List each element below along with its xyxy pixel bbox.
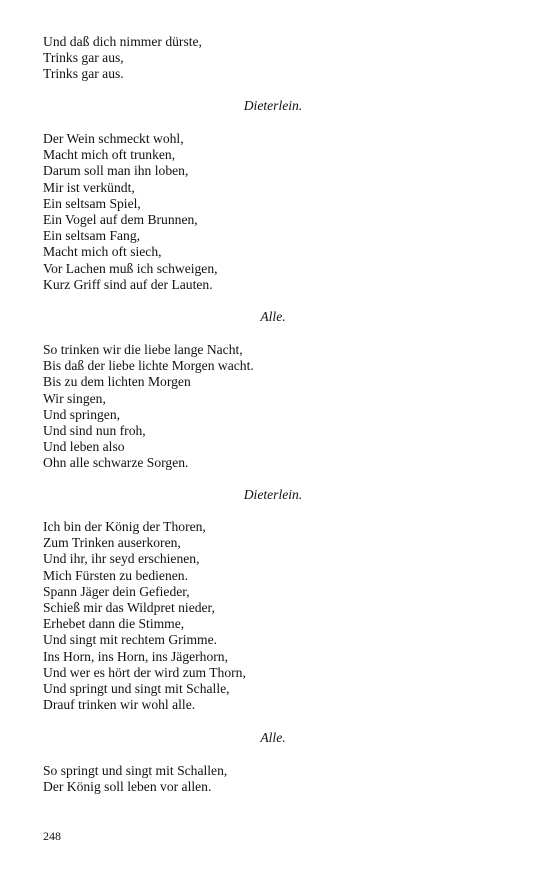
stanza-opening xyxy=(43,34,503,83)
verse-line: Kurz Griff sind auf der Lauten. xyxy=(43,276,213,292)
stanza-alle-2 xyxy=(43,763,503,795)
verse-line: Ins Horn, ins Horn, ins Jägerhorn, xyxy=(43,648,229,664)
verse-line: Und singt mit rechtem Grimme. xyxy=(43,632,218,648)
verse-line: Mich Fürsten zu bedienen. xyxy=(43,567,188,583)
verse-line: Und wer es hört der wird zum Thorn, xyxy=(43,664,246,680)
speaker-heading-alle: Alle. xyxy=(260,730,286,745)
verse-line: Ein Vogel auf dem Brunnen, xyxy=(43,212,198,228)
verse-line: Ich bin der König der Thoren, xyxy=(43,519,206,534)
verse-line: So trinken wir die liebe lange Nacht, xyxy=(43,342,243,357)
stanza-alle-1 xyxy=(43,342,503,472)
verse-line: Und leben also xyxy=(43,439,125,455)
verse-line: Trinks gar aus, xyxy=(43,50,124,66)
page-number: 248 xyxy=(43,829,61,843)
speaker-heading-dieterlein: Dieterlein. xyxy=(243,98,303,113)
speaker-heading-alle: Alle. xyxy=(260,309,286,324)
verse-line: Bis zu dem lichten Morgen xyxy=(43,374,191,390)
verse-line: Mir ist verkündt, xyxy=(43,179,135,195)
verse-line: Und springen, xyxy=(43,406,121,422)
verse-line: Spann Jäger dein Gefieder, xyxy=(43,583,190,599)
verse-line: Wir singen, xyxy=(43,390,106,406)
verse-line: So springt und singt mit Schallen, xyxy=(43,763,228,778)
verse-line: Bis daß der liebe lichte Morgen wacht. xyxy=(43,358,254,374)
stanza-dieterlein-1 xyxy=(43,131,503,293)
verse-line: Ohn alle schwarze Sorgen. xyxy=(43,455,189,471)
verse-line: Darum soll man ihn loben, xyxy=(43,163,189,179)
verse-line: Macht mich oft siech, xyxy=(43,244,162,260)
verse-line: Der Wein schmeckt wohl, xyxy=(43,131,184,146)
verse-line: Drauf trinken wir wohl alle. xyxy=(43,697,196,713)
speaker-heading-dieterlein: Dieterlein. xyxy=(243,487,303,502)
verse-line: Und sind nun froh, xyxy=(43,423,146,439)
verse-line: Ein seltsam Spiel, xyxy=(43,195,141,211)
verse-line: Schieß mir das Wildpret nieder, xyxy=(43,600,215,616)
verse-line: Und ihr, ihr seyd erschienen, xyxy=(43,551,200,567)
verse-line: Der König soll leben vor allen. xyxy=(43,779,212,795)
verse-line: Macht mich oft trunken, xyxy=(43,147,176,163)
verse-line: Vor Lachen muß ich schweigen, xyxy=(43,260,218,276)
stanza-dieterlein-2 xyxy=(43,519,503,713)
verse-line: Zum Trinken auserkoren, xyxy=(43,535,181,551)
verse-line: Erhebet dann die Stimme, xyxy=(43,616,185,632)
verse-line: Und daß dich nimmer dürste, xyxy=(43,34,202,49)
verse-line: Und springt und singt mit Schalle, xyxy=(43,681,230,697)
verse-line: Trinks gar aus. xyxy=(43,66,124,82)
verse-line: Ein seltsam Fang, xyxy=(43,228,141,244)
